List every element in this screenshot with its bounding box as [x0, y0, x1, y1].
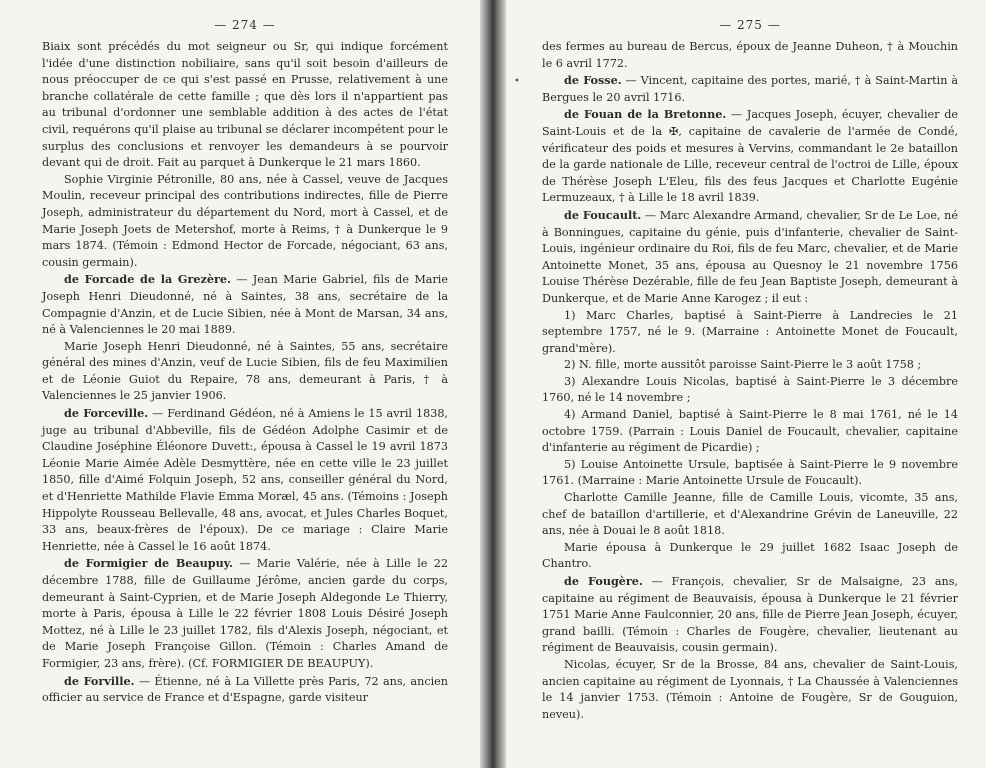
- paragraph: Charlotte Camille Jeanne, fille de Camille Louis, vicomte, 35 ans, chef de bataillon d'artillerie, et d'Alexandrine Grévin de Laneuville, 22 ans, née à Douai le 8 août 1818.: [542, 491, 958, 538]
- entry-de-foucault: de Foucault. — Marc Alexandre Armand, chevalier, Sr de Le Loe, né à Bonningues, capitaine du génie, puis d'infanterie, chevalier de Saint-Louis, ingénieur ordinaire du Roi, fils de feu Marc, chevalier, et de Marie Antoinette Monet, 35 ans, épousa au Quesnoy le 21 novembre 1756 Louise Thérèse Dezérable, fille de feu Jean Baptiste Joseph, demeurant à Dunkerque, et de Marie Anne Karogez ; il eut :: [542, 207, 958, 305]
- entry-heading: de Fougère.: [564, 574, 643, 588]
- entry-heading: de Fosse.: [564, 73, 622, 88]
- entry-de-forceville: de Forceville. — Ferdinand Gédéon, né à Amiens le 15 avril 1838, juge au tribunal d'Abbeville, fils de Gédéon Adolphe Casimir et de Claudine Joséphine Éléonore Duvett:, épousa à Cassel le 19 avril 1873 Léonie Marie Aimée Adèle Desmyttère, née en cette ville le 23 juillet 1850, fille d'Aimé Folquin Joseph, 52 ans, conseiller général du Nord, et d'Henriette Mathilde Flavie Emma Moræl, 45 ans. (Témoins : Joseph Hippolyte Rousseau Bellevalle, 48 ans, avocat, et Jules Charles Boquet, 33 ans, beaux-frères de l'époux). De ce mariage : Claire Marie Henriette, née à Cassel le 16 août 1874.: [42, 406, 448, 553]
- paragraph: Marie épousa à Dunkerque le 29 juillet 1682 Isaac Joseph de Chantro.: [542, 540, 958, 571]
- entry-de-formigier: de Formigier de Beaupuy. — Marie Valérie, née à Lille le 22 décembre 1788, fille de Guillaume Jérôme, ancien garde du corps, demeurant à Saint-Cyprien, et de Marie Joseph Aldegonde Le Thierry, morte à Paris, épousa à Lille le 22 février 1808 Louis Désiré Joseph Mottez, né à Lille le 23 juillet 1782, fils d'Alexis Joseph, négociant, et de Marie Joseph Françoise Gillon. (Témoin : Charles Amand de Formigier, 23 ans, frère). (Cf. FORMIGIER DE BEAUPUY).: [42, 556, 448, 670]
- list-item: 2) N. fille, morte aussitôt paroisse Saint-Pierre le 3 août 1758 ;: [564, 358, 922, 372]
- paragraph: Biaix sont précédés du mot seigneur ou Sr, qui indique forcément l'idée d'une distinction nobiliaire, sans qu'il soit besoin d'ailleurs de nous préoccuper de ce qui s'est passé en Prusse, relativement à une branche collatérale de cette famille ; que dès lors il n'appartient pas au tribunal d'ordonner une semblable addition à des actes de l'état civil, requérons qu'il plaise au tribunal se déclarer incompétent pour le surplus des conclusions et renvoyer les demandeurs à se pourvoir devant qui de droit. Fait au parquet à Dunkerque le 21 mars 1860.: [42, 40, 448, 170]
- page-number-left: — 274 —: [214, 18, 276, 32]
- entry-de-fosse: de Fosse. — Vincent, capitaine des portes, marié, † à Saint-Martin à Bergues le 20 avril 1716.: [542, 73, 958, 104]
- paragraph: Nicolas, écuyer, Sr de la Brosse, 84 ans, chevalier de Saint-Louis, ancien capitaine au régiment de Lyonnais, † La Chaussée à Valenciennes le 14 janvier 1753. (Témoin : Antoine de Fougère, Sr de Gouguion, neveu).: [542, 657, 958, 721]
- entry-heading: de Forville.: [64, 673, 135, 688]
- list-item: 3) Alexandre Louis Nicolas, baptisé à Saint-Pierre le 3 décembre 1760, né le 14 novembre ;: [542, 374, 958, 405]
- paragraph: Sophie Virginie Pétronille, 80 ans, née à Cassel, veuve de Jacques Moulin, receveur principal des contributions indirectes, fille de Pierre Joseph, administrateur du département du Nord, mort à Cassel, et de Marie Joseph Joets de Metershof, morte à Reims, † à Dunkerque le 9 mars 1874. (Témoin : Edmond Hector de Forcade, négociant, 63 ans, cousin germain).: [42, 172, 448, 269]
- entry-heading: de Forcade de la Grezère.: [64, 272, 231, 287]
- entry-de-forville: de Forville. — Étienne, né à La Villette près Paris, 72 ans, ancien officier au service de France et d'Espagne, garde visiteur: [42, 673, 448, 705]
- entry-heading: de Formigier de Beaupuy.: [64, 556, 233, 571]
- entry-heading: de Fouan de la Bretonne.: [564, 107, 727, 122]
- ink-dot: •: [514, 76, 520, 87]
- entry-de-forcade: de Forcade de la Grezère. — Jean Marie Gabriel, fils de Marie Joseph Henri Dieudonné, né à Saintes, 38 ans, secrétaire de la Compagnie d'Anzin, et de Lucie Sibien, née à Mont de Marsan, 34 ans, né à Valenciennes le 20 mai 1889.: [42, 272, 448, 337]
- paragraph: Marie Joseph Henri Dieudonné, né à Saintes, 55 ans, secrétaire général des mines d'Anzin, veuf de Lucie Sibien, fils de feu Maximilien et de Léonie Guiot du Repaire, 78 ans, demeurant à Paris, † à Valenciennes le 25 janvier 1906.: [42, 339, 448, 403]
- list-item: 1) Marc Charles, baptisé à Saint-Pierre à Landrecies le 21 septembre 1757, né le 9. (Marraine : Antoinette Monet de Foucault, grand'mère).: [542, 308, 958, 355]
- entry-de-fougere: de Fougère. — François, chevalier, Sr de Malsaigne, 23 ans, capitaine au régiment de Beauvaisis, épousa à Dunkerque le 21 février 1751 Marie Anne Faulconnier, 20 ans, fille de Pierre Jean Joseph, écuyer, grand bailli. (Témoin : Charles de Fougère, chevalier, lieutenant au régiment de Beauvaisis, cousin germain).: [542, 574, 958, 655]
- entry-heading: de Foucault.: [564, 207, 642, 222]
- paragraph: des fermes au bureau de Bercus, époux de Jeanne Duheon, † à Mouchin le 6 avril 1772.: [542, 40, 958, 70]
- book-gutter: [480, 0, 506, 768]
- list-item: 5) Louise Antoinette Ursule, baptisée à Saint-Pierre le 9 novembre 1761. (Marraine : Marie Antoinette Ursule de Foucault).: [542, 457, 958, 488]
- page-number-right: — 275 —: [719, 18, 781, 32]
- right-page: [506, 0, 986, 768]
- entry-heading: de Forceville.: [64, 406, 149, 421]
- list-item: 4) Armand Daniel, baptisé à Saint-Pierre le 8 mai 1761, né le 14 octobre 1759. (Parrain : Louis Daniel de Foucault, chevalier, capitaine d'infanterie au régiment de Picardie) ;: [542, 408, 958, 455]
- left-page: [0, 0, 480, 768]
- entry-de-fouan: de Fouan de la Bretonne. — Jacques Joseph, écuyer, chevalier de Saint-Louis et de la ✠, capitaine de cavalerie de l'armée de Condé, vérificateur des poids et mesures à Vervins, commandant le 2e bataillon de la garde nationale de Lille, receveur central de l'octroi de Lille, époux de Thérèse Joseph L'Eleu, fils des feus Jacques et Charlotte Eugénie Lermuzeaux, † à Lille le 18 avril 1839.: [542, 107, 958, 205]
